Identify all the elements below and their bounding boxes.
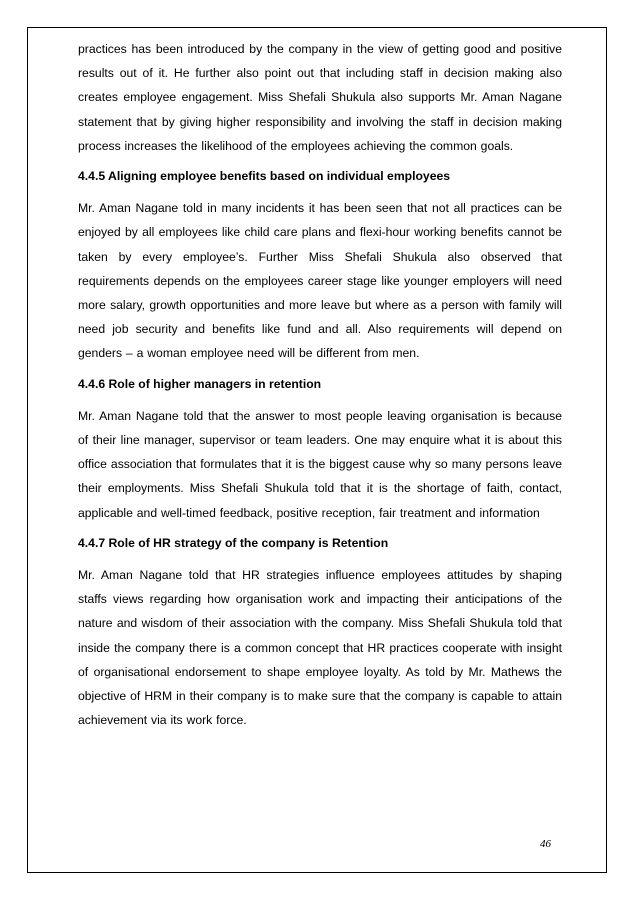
body-paragraph: Mr. Aman Nagane told in many incidents it has been seen that not all practices can be enjoyed by all employees like child care plans and flexi-hour working benefits cannot be taken by every employee’s. Further Miss Shefali Shukula also observed that requirements depends on the employees career stage like younger employers will need more salary, growth opportunities and more leave but where as a person with family will need job security and benefits like fund and all. Also requirements will depend on genders – a woman employee need will be different from men.: [78, 201, 562, 361]
body-paragraph: Mr. Aman Nagane told that the answer to most people leaving organisation is because of their line manager, supervisor or team leaders. One may enquire what it is about this office association that formulates that it is the biggest cause why so many persons leave their employments. Miss Shefali Shukula told that it is the shortage of faith, contact, applicable and well-timed feedback, positive reception, fair treatment and information: [78, 408, 562, 520]
section-heading-4-4-7: 4.4.7 Role of HR strategy of the company is Retention: [78, 535, 389, 550]
section-heading-4-4-6: 4.4.6 Role of higher managers in retention: [78, 376, 322, 391]
page-number: 46: [540, 838, 551, 850]
section-heading-4-4-5: 4.4.5 Aligning employee benefits based on individual employees: [78, 169, 451, 184]
document-body: [78, 37, 562, 732]
body-paragraph: Mr. Aman Nagane told that HR strategies influence employees attitudes by shaping staffs views regarding how organisation work and impacting their anticipations of the nature and wisdom of their association with the company. Miss Shefali Shukula told that inside the company there is a common concept that HR practices cooperate with insight of organisational endorsement to shape employee loyalty. As told by Mr. Mathews the objective of HRM in their company is to make sure that the company is capable to attain achievement via its work force.: [78, 568, 562, 728]
body-paragraph: practices has been introduced by the company in the view of getting good and positive results out of it. He further also point out that including staff in decision making also creates employee engagement. Miss Shefali Shukula also supports Mr. Aman Nagane statement that by giving higher responsibility and involving the staff in decision making process increases the likelihood of the employees achieving the common goals.: [78, 42, 562, 153]
